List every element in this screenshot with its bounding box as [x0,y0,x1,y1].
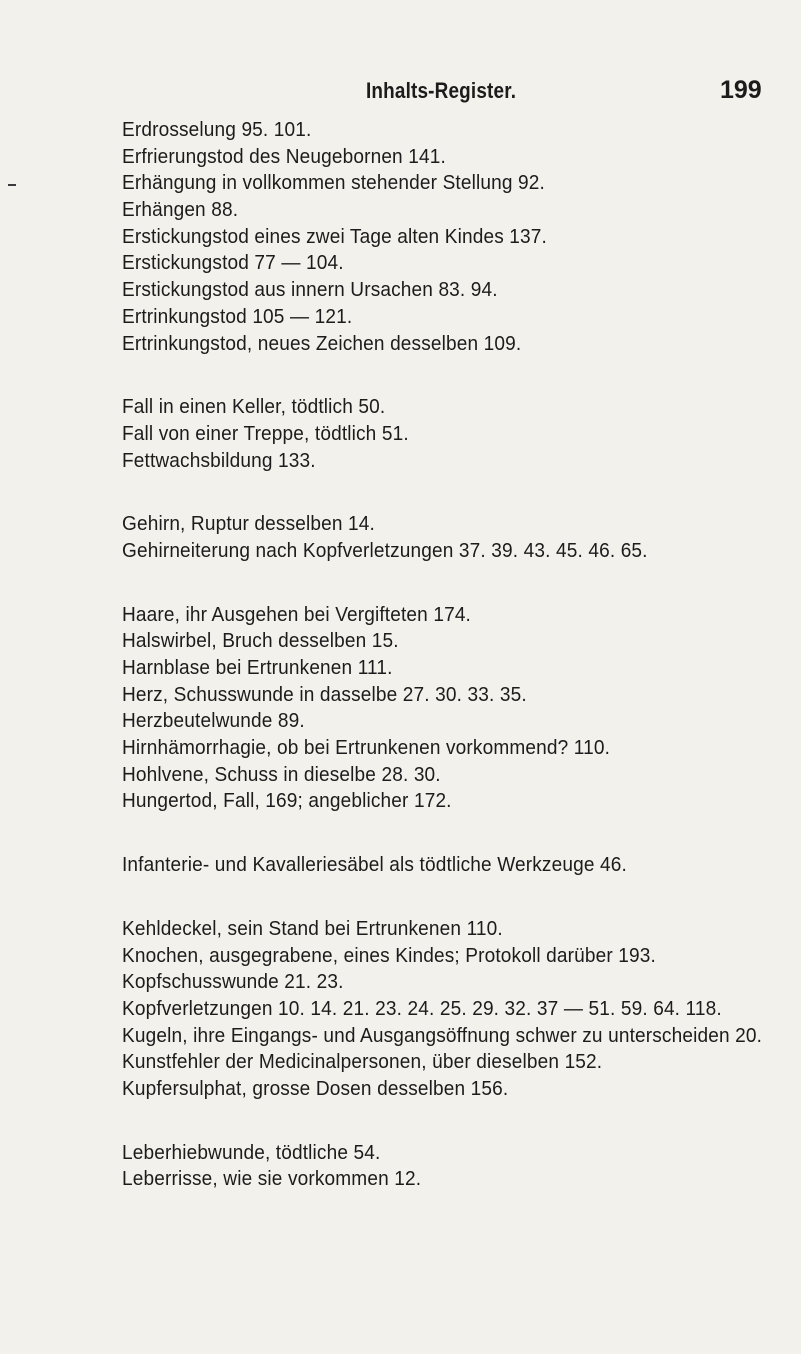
index-entry: Erstickungstod eines zwei Tage alten Kindes 137. [122,224,547,248]
index-group-i [122,852,782,879]
index-group-g [122,511,782,564]
index-group-e [122,117,782,357]
index-entry: Fettwachsbildung 133. [122,448,316,472]
index-entry: Harnblase bei Ertrunkenen 111. [122,656,393,679]
index-entry: Erdrosselung 95. 101. [122,118,312,141]
index-group-l [122,1140,782,1193]
index-entry: Erstickungstod aus innern Ursachen 83. 94. [122,278,498,302]
index-entry: Ertrinkungstod 105 — 121. [122,304,353,328]
index-entry: Hungertod, Fall, 169; angeblicher 172. [122,789,452,813]
index-entry: Kehldeckel, sein Stand bei Ertrunkenen 110. [122,916,503,940]
index-entry: Kupfersulphat, grosse Dosen desselben 156. [122,1076,509,1100]
index-entry: Haare, ihr Ausgehen bei Vergifteten 174. [122,602,471,626]
index-entry: Erfrierungstod des Neugebornen 141. [122,144,446,168]
index-entry: Gehirn, Ruptur desselben 14. [122,512,375,536]
running-header-title: Inhalts-Register. [366,78,517,103]
index-entry: Erhängung in vollkommen stehender Stellung 92. [122,171,545,195]
margin-mark [8,184,16,186]
index-entry: Leberrisse, wie sie vorkommen 12. [122,1167,422,1191]
index-entry: Infanterie- und Kavalleriesäbel als tödtliche Werkzeuge 46. [122,853,627,877]
index-entry: Knochen, ausgegrabene, eines Kindes; Protokoll darüber 193. [122,943,656,967]
index-group-k [122,916,782,1103]
index-entry: Herzbeutelwunde 89. [122,709,305,733]
index-entry: Erstickungstod 77 — 104. [122,251,344,275]
index-entry: Kugeln, ihre Eingangs- und Ausgangsöffnung schwer zu unterscheiden 20. [122,1023,763,1047]
index-entry: Erhängen 88. [122,198,239,222]
index-entry: Kunstfehler der Medicinalpersonen, über dieselben 152. [122,1050,603,1074]
index-entry: Ertrinkungstod, neues Zeichen desselben 109. [122,331,522,355]
index-entry: Gehirneiterung nach Kopfverletzungen 37. 39. 43. 45. 46. 65. [122,538,648,562]
index-entry: Leberhiebwunde, tödtliche 54. [122,1140,381,1164]
index-group-f [122,394,782,474]
index-entry: Kopfverletzungen 10. 14. 21. 23. 24. 25. 29. 32. 37 — 51. 59. 64. 118. [122,996,722,1020]
index-entry: Hirnhämorrhagie, ob bei Ertrunkenen vorkommend? 110. [122,736,611,760]
index-entry: Halswirbel, Bruch desselben 15. [122,629,399,653]
index-entry: Hohlvene, Schuss in dieselbe 28. 30. [122,762,441,786]
index-group-h [122,602,782,816]
index-entry: Fall von einer Treppe, tödtlich 51. [122,421,409,445]
index-content [122,117,782,1230]
page-number: 199 [720,76,762,104]
index-entry: Fall in einen Keller, tödtlich 50. [122,395,386,419]
index-entry: Kopfschusswunde 21. 23. [122,970,344,994]
index-entry: Herz, Schusswunde in dasselbe 27. 30. 33. 35. [122,682,527,706]
